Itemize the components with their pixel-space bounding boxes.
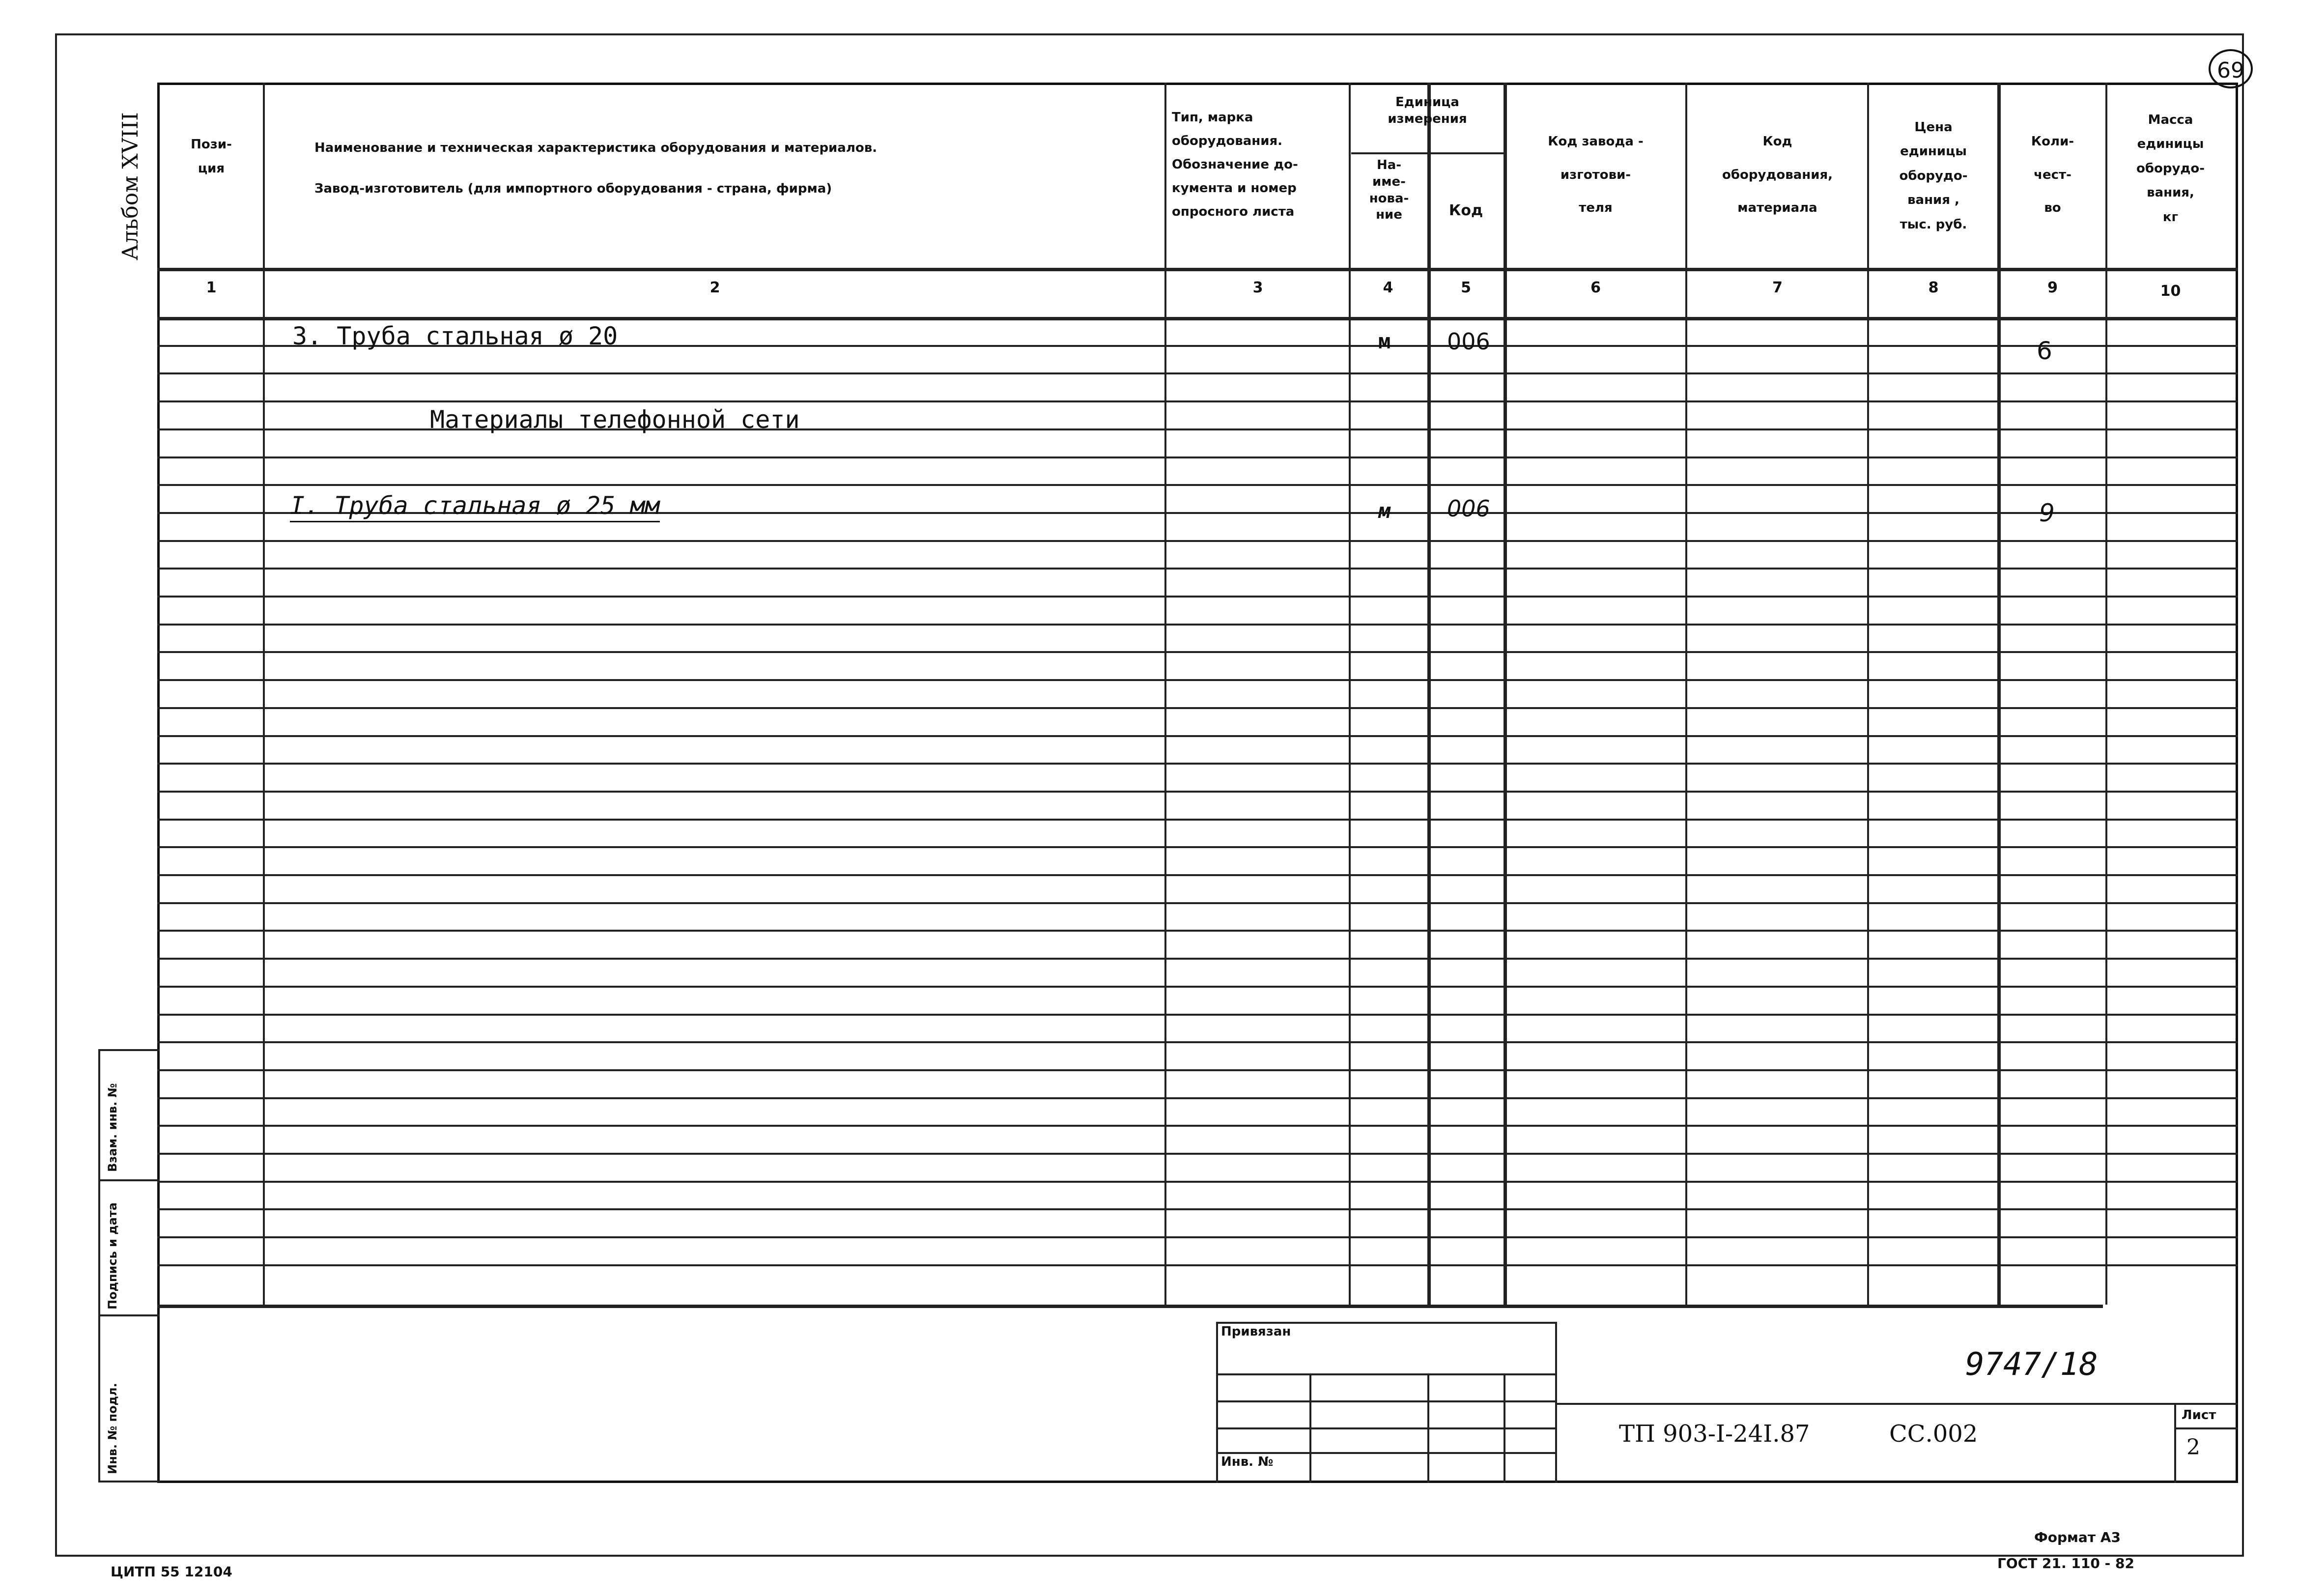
doc-suffix: СС.002: [1889, 1420, 1978, 1448]
table-rule: [157, 484, 2238, 486]
table-rule: [98, 1481, 160, 1482]
stamp-replacement-inv: Взам. инв. №: [106, 1083, 119, 1172]
inv-label: Инв. №: [1221, 1454, 1274, 1469]
column-number: 6: [1590, 279, 1601, 296]
table-rule: [98, 1314, 160, 1316]
table-rule: [157, 902, 2238, 904]
table-rule: [157, 596, 2238, 598]
table-rule: [157, 1181, 2238, 1183]
column-number: 9: [2047, 279, 2058, 296]
table-rule: [263, 83, 265, 1305]
table-rule: [157, 874, 2238, 876]
attached-label: Привязан: [1221, 1324, 1291, 1339]
table-rule: [157, 1041, 2238, 1043]
table-rule: [157, 1125, 2238, 1127]
table-rule: [157, 540, 2238, 542]
table-rule: [157, 763, 2238, 765]
table-rule: [157, 651, 2238, 653]
page-number: 69: [2209, 49, 2253, 88]
header-unit-code: Код: [1448, 202, 1483, 219]
column-number: 5: [1461, 279, 1471, 296]
table-rule: [1555, 1403, 2238, 1405]
table-rule: [1164, 83, 1166, 1305]
table-rule: [157, 679, 2238, 681]
column-number: 10: [2160, 283, 2181, 300]
album-label: Альбом XVIII: [118, 112, 143, 260]
row-item-quantity: 9: [2039, 499, 2055, 527]
table-rule: [2174, 1403, 2176, 1483]
sheet-number: 2: [2186, 1435, 2200, 1460]
table-rule: [1685, 83, 1687, 1305]
header-mass: Масса единицы оборудо- вания, кг: [2136, 113, 2205, 225]
table-rule: [157, 456, 2238, 458]
table-rule: [1504, 1373, 1505, 1483]
table-rule: [1504, 83, 1507, 1305]
stamp-signature-date: Подпись и дата: [106, 1202, 119, 1310]
header-unit-group: Единица измерения: [1388, 95, 1467, 126]
table-rule: [2105, 83, 2107, 1305]
table-rule: [157, 846, 2238, 848]
column-number: 2: [709, 279, 720, 296]
table-rule: [157, 268, 2238, 271]
table-rule: [157, 1069, 2238, 1071]
table-rule: [157, 735, 2238, 737]
table-rule: [1427, 83, 1431, 1305]
paper-format: Формат А3: [2034, 1529, 2121, 1545]
header-quantity: Коли- чест- во: [2031, 134, 2074, 216]
header-price: Цена единицы оборудо- вания , тыс. руб.: [1899, 120, 1968, 232]
table-rule: [1867, 83, 1869, 1305]
gost-reference: ГОСТ 21. 110 - 82: [1997, 1555, 2134, 1571]
table-rule: [157, 317, 2238, 320]
column-number: 7: [1772, 279, 1783, 296]
row-item-code: 006: [1447, 495, 1490, 522]
table-rule: [1427, 1373, 1429, 1483]
table-rule: [157, 1305, 2103, 1308]
table-rule: [1309, 1373, 1311, 1483]
table-rule: [157, 1153, 2238, 1155]
table-rule: [157, 1208, 2238, 1210]
header-name: Наименование и техническая характеристика оборудования и материалов. Завод-изготовитель (для импортного оборудования - страна, фирма): [314, 141, 878, 197]
table-rule: [1216, 1322, 1555, 1324]
table-rule: [157, 930, 2238, 932]
table-rule: [157, 707, 2238, 709]
table-rule: [1216, 1322, 1218, 1483]
section-heading: Материалы телефонной сети: [430, 405, 800, 434]
column-number: 8: [1928, 279, 1939, 296]
table-rule: [1997, 83, 2001, 1305]
table-rule: [2174, 1427, 2238, 1429]
header-type-mark: Тип, марка оборудования. Обозначение до- кумента и номер опросного листа: [1172, 110, 1298, 220]
header-equipment-code: Код оборудования, материала: [1722, 134, 1833, 216]
table-rule: [157, 1097, 2238, 1099]
footer-left-code: ЦИТП 55 12104: [111, 1564, 232, 1580]
sheet-label: Лист: [2182, 1408, 2216, 1423]
table-rule: [157, 400, 2238, 402]
table-rule: [157, 819, 2238, 821]
table-rule: [157, 624, 2238, 626]
doc-code: ТП 903-I-24I.87: [1619, 1420, 1810, 1448]
stamp-original-inv: Инв. № подл.: [106, 1383, 119, 1474]
table-rule: [157, 1014, 2238, 1016]
row-item-code: 006: [1447, 328, 1490, 355]
table-rule: [98, 1179, 160, 1181]
table-rule: [157, 568, 2238, 570]
header-unit-name: На- име- нова- ние: [1369, 158, 1409, 223]
row-item-name: I. Труба стальная ø 25 мм: [290, 491, 660, 520]
row-item-quantity: 6: [2037, 337, 2052, 365]
table-rule: [157, 372, 2238, 374]
table-rule: [157, 1264, 2238, 1266]
table-rule: [157, 791, 2238, 793]
header-factory-code: Код завода - изготови- теля: [1548, 134, 1644, 216]
row-item-unit: м: [1378, 329, 1391, 353]
column-number: 4: [1383, 279, 1393, 296]
handwritten-number: 9747/18: [1965, 1346, 2098, 1383]
column-number: 3: [1252, 279, 1263, 296]
column-number: 1: [206, 279, 217, 296]
table-rule: [98, 1049, 100, 1482]
table-rule: [157, 986, 2238, 988]
header-position: Пози- ция: [191, 137, 232, 176]
row-item-unit: м: [1378, 499, 1391, 523]
table-rule: [1349, 83, 1351, 1305]
table-rule: [98, 1049, 160, 1051]
table-rule: [157, 958, 2238, 960]
table-rule: [157, 1236, 2238, 1238]
table-rule: [1555, 1322, 1557, 1483]
row-item-name: 3. Труба стальная ø 20: [292, 322, 618, 350]
